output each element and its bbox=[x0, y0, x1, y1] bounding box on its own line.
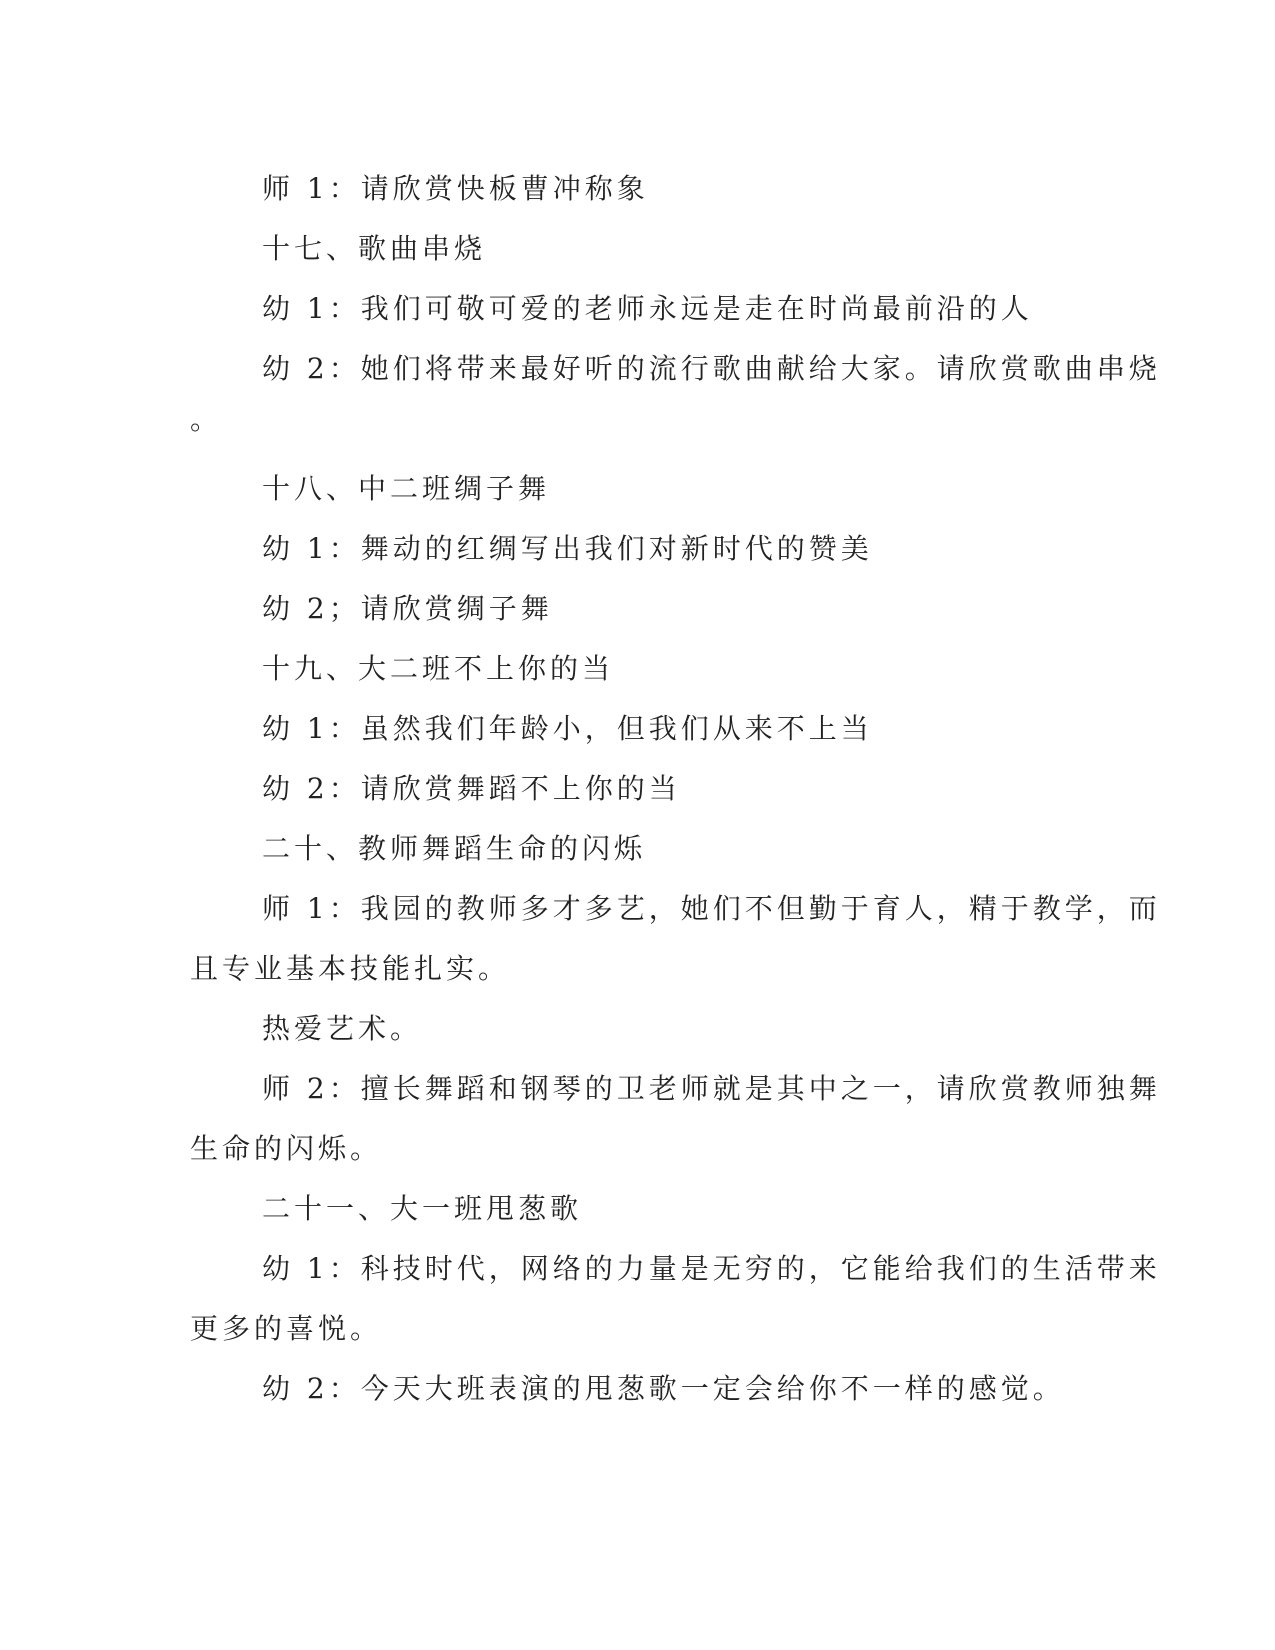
paragraph-line: 幼 2：她们将带来最好听的流行歌曲献给大家。请欣赏歌曲串烧 bbox=[262, 352, 1161, 385]
section-heading: 二十一、大一班甩葱歌 bbox=[262, 1192, 583, 1225]
paragraph-line: 更多的喜悦。 bbox=[190, 1312, 383, 1345]
paragraph-line: 幼 1：虽然我们年龄小，但我们从来不上当 bbox=[262, 712, 873, 745]
paragraph-line: 幼 1：舞动的红绸写出我们对新时代的赞美 bbox=[262, 532, 873, 565]
paragraph-line: 幼 2：今天大班表演的甩葱歌一定会给你不一样的感觉。 bbox=[262, 1372, 1065, 1405]
paragraph-line: 幼 2；请欣赏绸子舞 bbox=[262, 592, 553, 625]
paragraph-line: 且专业基本技能扎实。 bbox=[190, 952, 511, 985]
paragraph-line: 幼 1：我们可敬可爱的老师永远是走在时尚最前沿的人 bbox=[262, 292, 1033, 325]
paragraph-line: 师 1：请欣赏快板曹冲称象 bbox=[262, 172, 649, 205]
section-heading: 十八、中二班绸子舞 bbox=[262, 472, 551, 505]
paragraph-line: 幼 2：请欣赏舞蹈不上你的当 bbox=[262, 772, 681, 805]
paragraph-line: 生命的闪烁。 bbox=[190, 1132, 383, 1165]
section-heading: 二十、教师舞蹈生命的闪烁 bbox=[262, 832, 647, 865]
section-heading: 十九、大二班不上你的当 bbox=[262, 652, 615, 685]
paragraph-line: 热爱艺术。 bbox=[262, 1012, 423, 1045]
paragraph-line: 。 bbox=[190, 403, 223, 436]
paragraph-line: 师 2：擅长舞蹈和钢琴的卫老师就是其中之一，请欣赏教师独舞 bbox=[262, 1072, 1161, 1105]
paragraph-line: 幼 1：科技时代，网络的力量是无穷的，它能给我们的生活带来 bbox=[262, 1252, 1161, 1285]
section-heading: 十七、歌曲串烧 bbox=[262, 232, 487, 265]
paragraph-line: 师 1：我园的教师多才多艺，她们不但勤于育人，精于教学，而 bbox=[262, 892, 1161, 925]
